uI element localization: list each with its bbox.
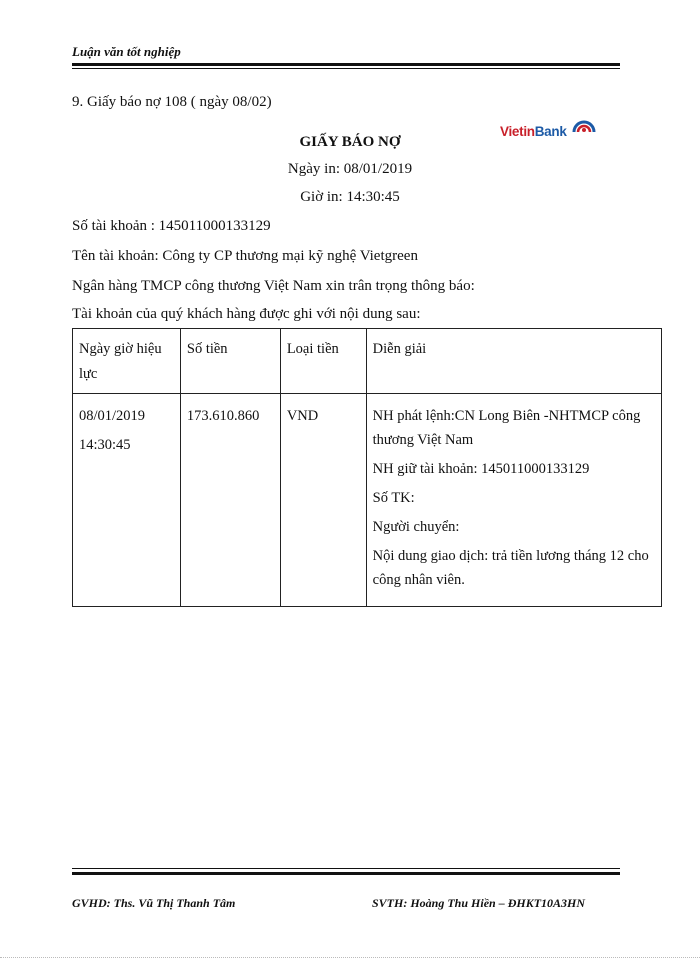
header-amount: Số tiền xyxy=(180,329,280,394)
table-header-row xyxy=(73,329,662,394)
document-title: GIẤY BÁO NỢ xyxy=(299,134,401,150)
desc-content: Nội dung giao dịch: trả tiền lương tháng 12 cho công nhân viên. xyxy=(372,548,649,588)
account-number: Số tài khoản : 145011000133129 xyxy=(72,218,271,234)
intro-text: Tài khoản của quý khách hàng được ghi với nội dung sau: xyxy=(72,306,421,322)
footer-rule-thin xyxy=(72,868,620,869)
header-rule-thick xyxy=(72,63,620,66)
logo-wordmark-part2: Bank xyxy=(534,124,567,139)
desc-issuing-bank: NH phát lệnh:CN Long Biên -NHTMCP công thương Việt Nam xyxy=(372,408,641,448)
cell-amount: 173.610.860 xyxy=(180,394,280,607)
logo-wordmark-part1: Vietin xyxy=(500,124,535,139)
account-name: Tên tài khoản: Công ty CP thương mại kỹ nghệ Vietgreen xyxy=(72,248,418,264)
row-date: 08/01/2019 xyxy=(79,408,146,424)
row-time: 14:30:45 xyxy=(79,437,131,453)
print-time: Giờ in: 14:30:45 xyxy=(300,189,400,205)
cell-description xyxy=(366,394,661,607)
header-effective-date: Ngày giờ hiệu lực xyxy=(73,329,181,394)
transaction-table xyxy=(72,328,662,607)
footer-rule-thick xyxy=(72,872,620,875)
desc-account-no: Số TK: xyxy=(372,490,415,506)
print-date: Ngày in: 08/01/2019 xyxy=(287,161,413,177)
header-description: Diễn giải xyxy=(366,329,661,394)
footer-supervisor: GVHD: Ths. Vũ Thị Thanh Tâm xyxy=(72,896,236,910)
section-heading: 9. Giấy báo nợ 108 ( ngày 08/02) xyxy=(72,94,272,110)
header-rule-thin xyxy=(72,68,620,69)
notice-text: Ngân hàng TMCP công thương Việt Nam xin trân trọng thông báo: xyxy=(72,278,475,294)
cell-currency: VND xyxy=(280,394,366,607)
desc-holding-bank: NH giữ tài khoản: 145011000133129 xyxy=(372,461,590,477)
header-currency: Loại tiền xyxy=(280,329,366,394)
desc-sender: Người chuyển: xyxy=(372,519,460,535)
cell-effective-date xyxy=(73,394,181,607)
page-header-title: Luận văn tốt nghiệp xyxy=(72,44,181,59)
table-row xyxy=(73,394,662,607)
page-bottom-edge xyxy=(0,957,700,958)
footer-student: SVTH: Hoàng Thu Hiền – ĐHKT10A3HN xyxy=(372,896,586,910)
